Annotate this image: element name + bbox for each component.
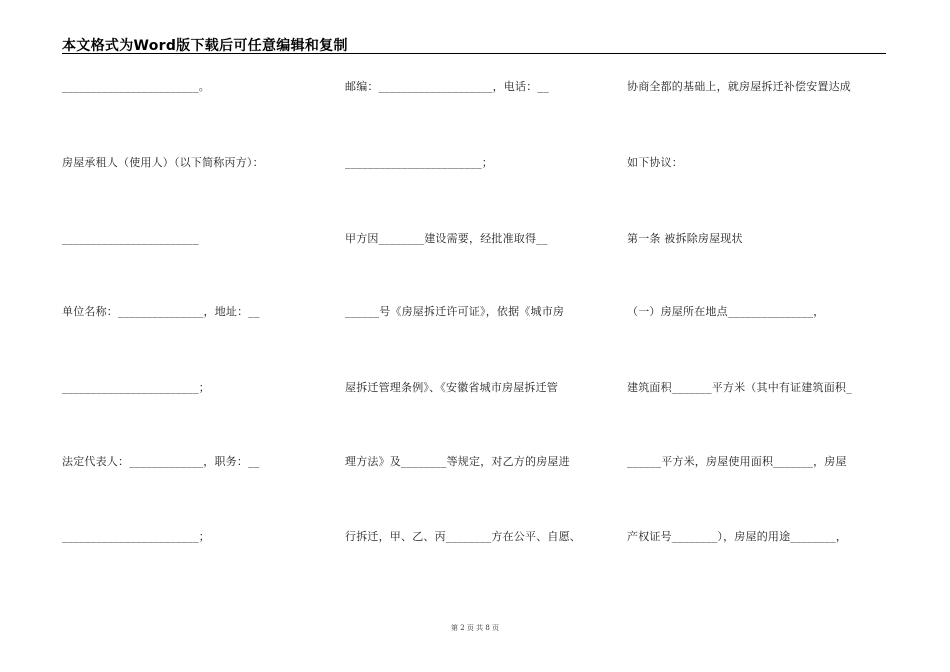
text-line: ________________________ [62,232,199,245]
text-line: 单位名称：_______________，地址：__ [62,305,260,318]
text-line: 第一条 被拆除房屋现状 [627,232,743,245]
header-divider [62,53,886,54]
text-line: 行拆迁，甲、乙、丙________方在公平、自愿、 [345,530,581,543]
text-line: （一）房屋所在地点_______________， [627,305,825,318]
text-line: ________________________； [62,530,210,543]
text-line: 邮编：____________________，电话：__ [345,80,549,93]
text-line: 理方法》及________等规定，对乙方的房屋进 [345,455,570,468]
document-header-title: 本文格式为Word版下载后可任意编辑和复制 [62,38,348,54]
page-number: 第 2 页 共 8 页 [450,624,500,632]
text-line: 屋拆迁管理条例》、《安徽省城市房屋拆迁管 [345,381,558,394]
text-line: 房屋承租人（使用人）（以下简称丙方）： [62,156,264,169]
text-line: ________________________； [345,156,493,169]
text-line: 法定代表人：_____________，职务：__ [62,455,260,468]
text-line: ________________________； [62,381,210,394]
text-line: 协商全都的基础上，就房屋拆迁补偿安置达成 [627,80,851,93]
text-line: ______平方米，房屋使用面积_______，房屋 [627,455,847,468]
text-line: 甲方因________建设需要，经批准取得__ [345,232,548,245]
text-line: 产权证号________），房屋的用途________， [627,530,848,543]
text-line: ______号《房屋拆迁许可证》，依据《城市房 [345,305,565,318]
text-line: ________________________。 [62,80,210,93]
text-line: 建筑面积_______平方米（其中有证建筑面积_ [627,381,852,394]
text-line: 如下协议： [627,156,683,169]
